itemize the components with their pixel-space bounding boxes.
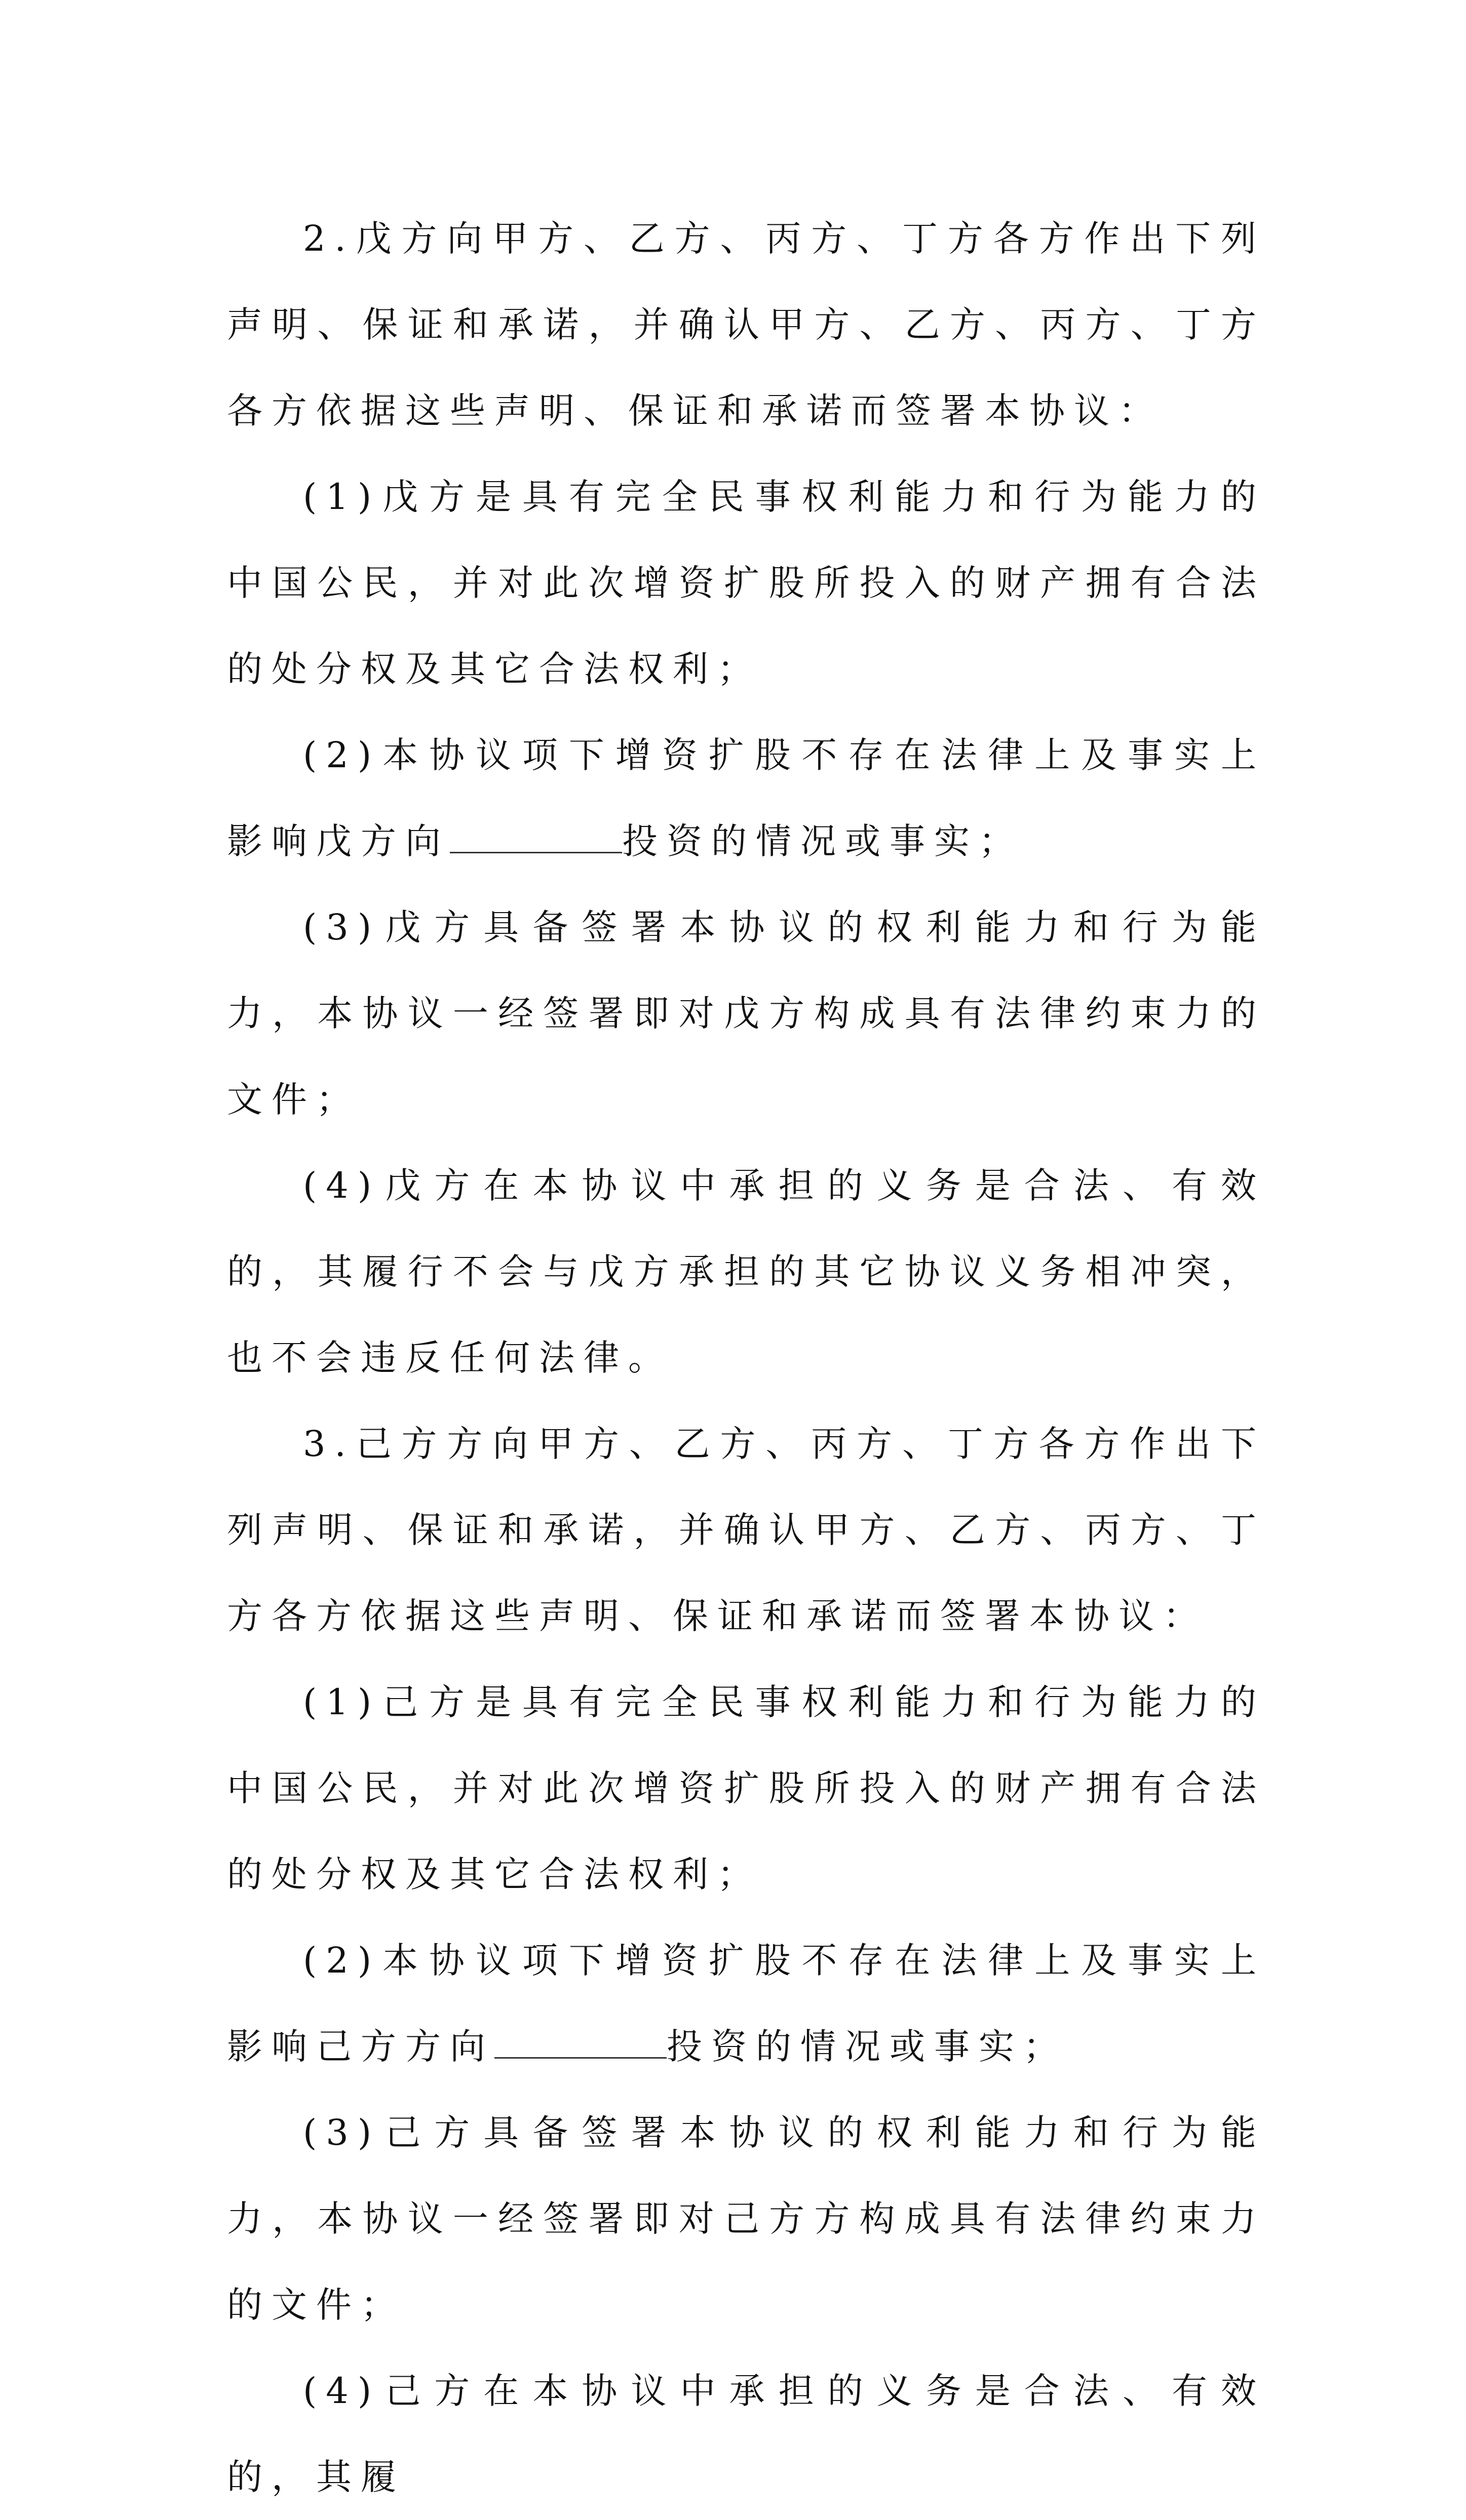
paragraph-2-1 xyxy=(227,454,1265,712)
paragraph-text: 2.戊方向甲方、乙方、丙方、丁方各方作出下列声明、保证和承诺，并确认甲方、乙方、丙方、丁方各方依据这些声明、保证和承诺而签署本协议： xyxy=(227,218,1265,431)
paragraph-3-2 xyxy=(227,1917,1265,2090)
paragraph-3-1 xyxy=(227,1659,1265,1917)
paragraph-2-4 xyxy=(227,1143,1265,1401)
paragraph-text: 投资的情况或事实； xyxy=(622,820,1023,862)
paragraph-text: (1)戊方是具有完全民事权利能力和行为能力的中国公民，并对此次增资扩股所投入的财产拥有合法的处分权及其它合法权利； xyxy=(227,476,1265,690)
paragraph-3-3 xyxy=(227,2090,1265,2348)
paragraph-text: (4)己方在本协议中承担的义务是合法、有效的，其履 xyxy=(227,2370,1265,2498)
paragraph-text: (3)戊方具备签署本协议的权利能力和行为能力，本协议一经签署即对戊方构成具有法律约束力的文件； xyxy=(227,907,1265,1120)
fill-in-blank[interactable] xyxy=(494,2027,667,2059)
paragraph-2-intro xyxy=(227,195,1265,454)
paragraph-text: (3)己方具备签署本协议的权利能力和行为能力，本协议一经签署即对己方方构成具有法律约束力的文件； xyxy=(227,2112,1265,2326)
paragraph-3-intro xyxy=(227,1401,1265,1659)
paragraph-text: (1)己方是具有完全民事权利能力和行为能力的中国公民，并对此次增资扩股所投入的财产拥有合法的处分权及其它合法权利； xyxy=(227,1681,1265,1895)
paragraph-text: (4)戊方在本协议中承担的义务是合法、有效的，其履行不会与戊方承担的其它协议义务相冲突，也不会违反任何法律。 xyxy=(227,1165,1265,1379)
paragraph-text: 投资的情况或事实； xyxy=(667,2026,1068,2067)
document-body xyxy=(227,195,1265,2520)
paragraph-text: (2)本协议项下增资扩股不存在法律上及事实上影响戊方向 xyxy=(227,734,1265,862)
paragraph-text: (2)本协议项下增资扩股不存在法律上及事实上影响己方方向 xyxy=(227,1940,1265,2067)
paragraph-3-4 xyxy=(227,2348,1265,2520)
fill-in-blank[interactable] xyxy=(450,821,622,853)
paragraph-2-2 xyxy=(227,712,1265,884)
paragraph-2-3 xyxy=(227,884,1265,1143)
paragraph-text: 3.己方方向甲方、乙方、丙方、丁方各方作出下列声明、保证和承诺，并确认甲方、乙方、丙方、丁方各方依据这些声明、保证和承诺而签署本协议： xyxy=(227,1423,1265,1637)
